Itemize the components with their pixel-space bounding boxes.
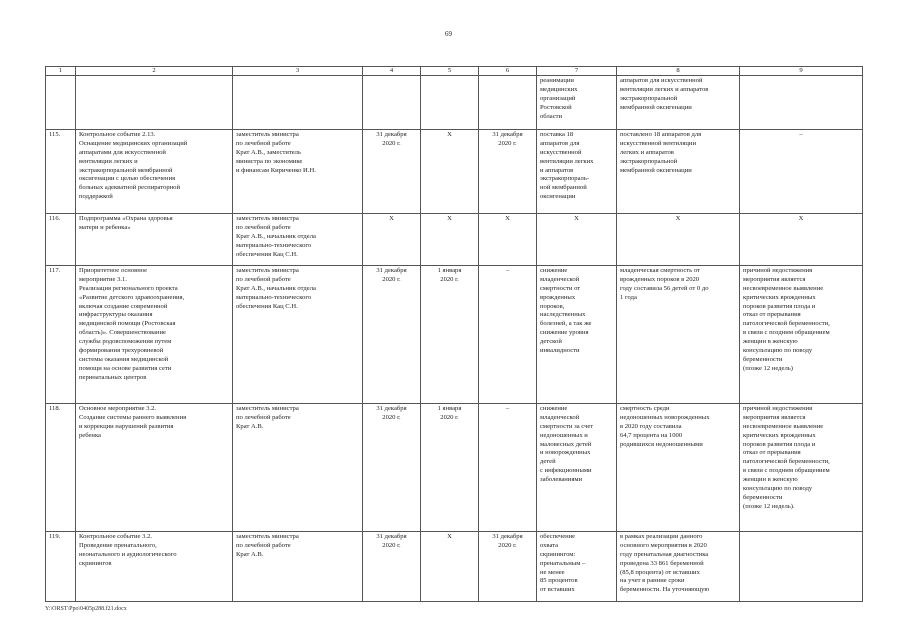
actual-result: аппаратов для искусственной вентиляции легких и аппаратов экстракорпоральной мембранной оксигенации xyxy=(617,76,740,130)
problems xyxy=(740,532,863,602)
actual-start: 1 января 2020 г. xyxy=(421,404,479,532)
table-row xyxy=(46,266,863,404)
actual-result: смертность среди недоношенных новорожденных в 2020 году составила 64,7 процента на 1000 родившихся недоношенными xyxy=(617,404,740,532)
actual-result: в рамках реализации данного основного мероприятия в 2020 году пренатальная диагностика проведена 33 861 беременной (85,8 процента) от вставших на учет в ранние сроки беременности. На уточняющую xyxy=(617,532,740,602)
actual-start: Х xyxy=(421,130,479,214)
problems: Х xyxy=(740,214,863,266)
planned-result: реанимации медицинских организаций Ростовской области xyxy=(537,76,617,130)
actual-end: 31 декабря 2020 г. xyxy=(479,130,537,214)
problems: – xyxy=(740,130,863,214)
responsible: заместитель министра по лечебной работе Крат А.В., начальник отдела материально-технического обеспечения Кац С.Н. xyxy=(233,266,363,404)
planned-result: обеспечение охвата скринингом: пренатальным – не менее 85 процентов от вставших xyxy=(537,532,617,602)
row-number xyxy=(46,76,76,130)
table-row xyxy=(46,76,863,130)
header-cell: 5 xyxy=(421,67,479,76)
row-number: 119. xyxy=(46,532,76,602)
actual-start: 1 января 2020 г. xyxy=(421,266,479,404)
actual-end xyxy=(479,76,537,130)
responsible: заместитель министра по лечебной работе Крат А.В. xyxy=(233,532,363,602)
actual-end: – xyxy=(479,266,537,404)
planned-result: снижение младенческой смертности от врожденных пороков, наследственных болезней, а так же снижение уровня детской инвалидности xyxy=(537,266,617,404)
row-number: 116. xyxy=(46,214,76,266)
header-cell: 7 xyxy=(537,67,617,76)
header-cell: 8 xyxy=(617,67,740,76)
header-cell: 6 xyxy=(479,67,537,76)
planned-end: 31 декабря 2020 г. xyxy=(363,532,421,602)
header-cell: 9 xyxy=(740,67,863,76)
event-name: Контрольное событие 3.2. Проведение пренатального, неонатального и аудиологического скринингов xyxy=(76,532,233,602)
actual-start xyxy=(421,76,479,130)
planned-end: 31 декабря 2020 г. xyxy=(363,404,421,532)
report-table xyxy=(45,66,863,602)
responsible: заместитель министра по лечебной работе Крат А.В., начальник отдела материально-технического обеспечения Кац С.Н. xyxy=(233,214,363,266)
column-number-row xyxy=(46,67,863,76)
planned-result: поставка 18 аппаратов для искусственной вентиляции легких и аппаратов экстракорпораль- ной мембранной оксигенации xyxy=(537,130,617,214)
header-cell: 1 xyxy=(46,67,76,76)
actual-result: младенческая смертность от врожденных пороков в 2020 году составила 56 детей от 0 до 1 года xyxy=(617,266,740,404)
event-name: Приоритетное основное мероприятие 3.1. Реализация регионального проекта «Развитие детского здравоохранения, включая создание современной инфраструктуры оказания медицинской помощи (Ростовская область)». Совершенствование службы родовспоможения путем формирования трехуровневой системы оказания медицинской помощи на основе развития сети перинатальных центров xyxy=(76,266,233,404)
responsible: заместитель министра по лечебной работе Крат А.В., заместитель министра по экономике и финансам Кириченко И.Н. xyxy=(233,130,363,214)
header-cell: 2 xyxy=(76,67,233,76)
event-name xyxy=(76,76,233,130)
header-cell: 3 xyxy=(233,67,363,76)
problems xyxy=(740,76,863,130)
planned-end: Х xyxy=(363,214,421,266)
actual-start: Х xyxy=(421,214,479,266)
planned-end xyxy=(363,76,421,130)
row-number: 118. xyxy=(46,404,76,532)
file-path-footer: Y:\ORST\Ppo\0405p288.f21.docx xyxy=(45,606,127,612)
actual-end: – xyxy=(479,404,537,532)
actual-result: Х xyxy=(617,214,740,266)
page-number: 69 xyxy=(445,30,452,38)
responsible: заместитель министра по лечебной работе Крат А.В. xyxy=(233,404,363,532)
table-row xyxy=(46,532,863,602)
table-row xyxy=(46,130,863,214)
event-name: Контрольное событие 2.13. Оснащение медицинских организаций аппаратами для искусственной вентиляции легких и экстракорпоральной мембранной оксигенации с целью обеспечения больных адекватной респираторной поддержкой xyxy=(76,130,233,214)
planned-result: Х xyxy=(537,214,617,266)
planned-end: 31 декабря 2020 г. xyxy=(363,130,421,214)
actual-start: Х xyxy=(421,532,479,602)
problems: причиной недостижения мероприятия является несвоевременное выявление критических врожденных пороков развития плода и отказ от прерывания патологической беременности, в связи с поздним обращением женщин в женскую консультацию по поводу беременности (позже 12 недель) xyxy=(740,266,863,404)
row-number: 115. xyxy=(46,130,76,214)
actual-result: поставлено 18 аппаратов для искусственной вентиляции легких и аппаратов экстракорпоральной мембранной оксигенации xyxy=(617,130,740,214)
responsible xyxy=(233,76,363,130)
row-number: 117. xyxy=(46,266,76,404)
actual-end: Х xyxy=(479,214,537,266)
table-row xyxy=(46,214,863,266)
planned-end: 31 декабря 2020 г. xyxy=(363,266,421,404)
actual-end: 31 декабря 2020 г. xyxy=(479,532,537,602)
table-row xyxy=(46,404,863,532)
header-cell: 4 xyxy=(363,67,421,76)
planned-result: снижение младенческой смертности за счет недоношенных и маловесных детей и новорожденных детей с инфекционными заболеваниями xyxy=(537,404,617,532)
problems: причиной недостижения мероприятия является несвоевременное выявление критических врожденных пороков развития плода и отказ от прерывания патологической беременности, в связи с поздним обращением женщин в женскую консультацию по поводу беременности (позже 12 недель). xyxy=(740,404,863,532)
event-name: Основное мероприятие 3.2. Создание системы раннего выявления и коррекции нарушений развития ребенка xyxy=(76,404,233,532)
event-name: Подпрограмма «Охрана здоровья матери и ребенка» xyxy=(76,214,233,266)
